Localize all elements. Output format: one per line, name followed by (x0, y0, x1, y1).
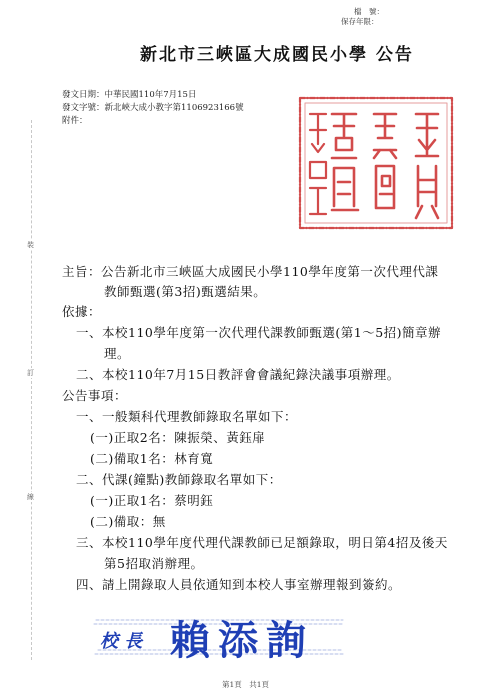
principal-name-text: 賴添詢 (170, 617, 314, 664)
principal-signature-stamp (92, 602, 347, 670)
subject-line: 主旨：公告新北市三峽區大成國民小學110學年度第一次代理代課 (62, 264, 439, 279)
file-number-label: 檔 號： (354, 7, 384, 16)
notice-subitem: (二)備取：無 (90, 514, 166, 529)
notice-heading: 公告事項： (62, 388, 128, 403)
notice-subitem: (一)正取1名：蔡明鈺 (90, 493, 214, 508)
notice-item: 三、本校110學年度代理代課教師已足額錄取，明日第4招及後天 (76, 535, 448, 550)
notice-item: 一、一般類科代理教師錄取名單如下： (76, 409, 298, 424)
retention-period-label: 保存年限： (341, 17, 379, 26)
issue-date: 發文日期：中華民國110年7月15日 (62, 90, 197, 100)
basis-item: 理。 (104, 346, 131, 361)
basis-item: 一、本校110學年度第一次代理代課教師甄選(第1～5招)簡章辦 (76, 325, 442, 340)
binding-mark: 線 (27, 493, 34, 501)
notice-item: 四、請上開錄取人員依通知到本校人事室辦理報到簽約。 (76, 577, 402, 592)
attachment-label: 附件： (62, 116, 88, 126)
subject-line: 教師甄選(第3招)甄選結果。 (104, 284, 267, 299)
principal-title-text: 校 長 (100, 631, 143, 652)
page-title: 新北市三峽區大成國民小學 公告 (140, 45, 414, 65)
school-seal-icon (296, 92, 456, 234)
notice-item: 第5招取消辦理。 (104, 556, 204, 571)
notice-subitem: (二)備取1名：林育寬 (90, 451, 214, 466)
notice-subitem: (一)正取2名：陳振榮、黃鈺扉 (90, 430, 266, 445)
basis-heading: 依據： (62, 304, 102, 319)
binding-mark: 訂 (27, 369, 34, 377)
notice-item: 二、代課(鐘點)教師錄取名單如下： (76, 472, 282, 487)
document-number: 發文字號：新北峽大成小教字第1106923166號 (62, 103, 244, 113)
basis-item: 二、本校110年7月15日教評會會議紀錄決議事項辦理。 (76, 367, 400, 382)
binding-line (31, 120, 32, 660)
binding-mark: 裝 (27, 241, 34, 249)
page-number: 第1頁 共1頁 (222, 680, 270, 689)
